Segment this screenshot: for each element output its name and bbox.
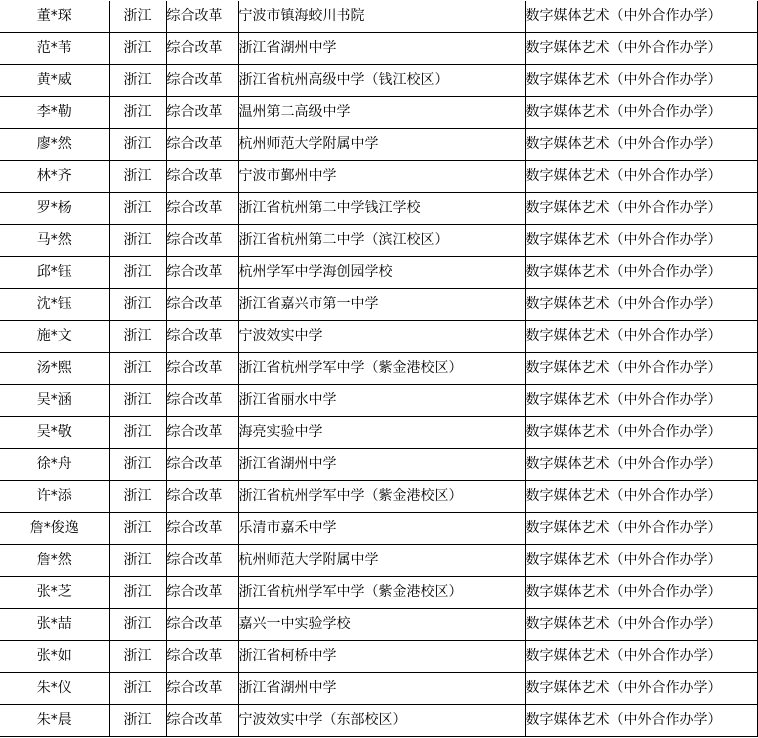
major-cell: 数字媒体艺术（中外合作办学） xyxy=(525,481,757,513)
table-row xyxy=(0,193,757,225)
category-cell: 综合改革 xyxy=(166,1,238,33)
province-cell: 浙江 xyxy=(109,65,166,97)
student-name-cell: 吴*敬 xyxy=(0,417,109,449)
admission-table xyxy=(0,1,758,737)
major-cell: 数字媒体艺术（中外合作办学） xyxy=(525,289,757,321)
major-cell: 数字媒体艺术（中外合作办学） xyxy=(525,449,757,481)
category-cell: 综合改革 xyxy=(166,609,238,641)
school-cell: 杭州学军中学海创园学校 xyxy=(238,257,525,289)
school-cell: 乐清市嘉禾中学 xyxy=(238,513,525,545)
school-cell: 宁波效实中学（东部校区） xyxy=(238,705,525,737)
province-cell: 浙江 xyxy=(109,321,166,353)
student-name-cell: 朱*仪 xyxy=(0,673,109,705)
province-cell: 浙江 xyxy=(109,609,166,641)
school-cell: 浙江省杭州学军中学（紫金港校区） xyxy=(238,577,525,609)
major-cell: 数字媒体艺术（中外合作办学） xyxy=(525,513,757,545)
student-name-cell: 詹*俊逸 xyxy=(0,513,109,545)
province-cell: 浙江 xyxy=(109,1,166,33)
student-name-cell: 李*勒 xyxy=(0,97,109,129)
student-name-cell: 邱*钰 xyxy=(0,257,109,289)
major-cell: 数字媒体艺术（中外合作办学） xyxy=(525,577,757,609)
school-cell: 杭州师范大学附属中学 xyxy=(238,545,525,577)
major-cell: 数字媒体艺术（中外合作办学） xyxy=(525,705,757,737)
student-name-cell: 林*齐 xyxy=(0,161,109,193)
student-name-cell: 张*芝 xyxy=(0,577,109,609)
category-cell: 综合改革 xyxy=(166,705,238,737)
major-cell: 数字媒体艺术（中外合作办学） xyxy=(525,353,757,385)
major-cell: 数字媒体艺术（中外合作办学） xyxy=(525,673,757,705)
province-cell: 浙江 xyxy=(109,385,166,417)
table-row xyxy=(0,513,757,545)
table-row xyxy=(0,545,757,577)
table-row xyxy=(0,97,757,129)
student-name-cell: 马*然 xyxy=(0,225,109,257)
category-cell: 综合改革 xyxy=(166,513,238,545)
major-cell: 数字媒体艺术（中外合作办学） xyxy=(525,385,757,417)
major-cell: 数字媒体艺术（中外合作办学） xyxy=(525,161,757,193)
major-cell: 数字媒体艺术（中外合作办学） xyxy=(525,321,757,353)
table-body xyxy=(0,1,757,737)
table-row xyxy=(0,65,757,97)
student-name-cell: 董*琛 xyxy=(0,1,109,33)
school-cell: 浙江省杭州学军中学（紫金港校区） xyxy=(238,481,525,513)
province-cell: 浙江 xyxy=(109,705,166,737)
province-cell: 浙江 xyxy=(109,641,166,673)
major-cell: 数字媒体艺术（中外合作办学） xyxy=(525,225,757,257)
student-name-cell: 吴*涵 xyxy=(0,385,109,417)
student-name-cell: 罗*杨 xyxy=(0,193,109,225)
school-cell: 浙江省杭州第二中学钱江学校 xyxy=(238,193,525,225)
province-cell: 浙江 xyxy=(109,97,166,129)
student-name-cell: 廖*然 xyxy=(0,129,109,161)
province-cell: 浙江 xyxy=(109,193,166,225)
student-name-cell: 詹*然 xyxy=(0,545,109,577)
major-cell: 数字媒体艺术（中外合作办学） xyxy=(525,193,757,225)
table-row xyxy=(0,705,757,737)
major-cell: 数字媒体艺术（中外合作办学） xyxy=(525,129,757,161)
school-cell: 浙江省湖州中学 xyxy=(238,673,525,705)
school-cell: 海亮实验中学 xyxy=(238,417,525,449)
category-cell: 综合改革 xyxy=(166,641,238,673)
province-cell: 浙江 xyxy=(109,577,166,609)
major-cell: 数字媒体艺术（中外合作办学） xyxy=(525,33,757,65)
province-cell: 浙江 xyxy=(109,417,166,449)
table-row xyxy=(0,289,757,321)
category-cell: 综合改革 xyxy=(166,385,238,417)
student-name-cell: 许*添 xyxy=(0,481,109,513)
school-cell: 浙江省柯桥中学 xyxy=(238,641,525,673)
student-name-cell: 张*如 xyxy=(0,641,109,673)
category-cell: 综合改革 xyxy=(166,161,238,193)
table-row xyxy=(0,129,757,161)
school-cell: 浙江省杭州学军中学（紫金港校区） xyxy=(238,353,525,385)
category-cell: 综合改革 xyxy=(166,545,238,577)
major-cell: 数字媒体艺术（中外合作办学） xyxy=(525,97,757,129)
table-row xyxy=(0,1,757,33)
table-row xyxy=(0,257,757,289)
category-cell: 综合改革 xyxy=(166,65,238,97)
category-cell: 综合改革 xyxy=(166,577,238,609)
table-row xyxy=(0,321,757,353)
table-row xyxy=(0,385,757,417)
category-cell: 综合改革 xyxy=(166,481,238,513)
category-cell: 综合改革 xyxy=(166,129,238,161)
school-cell: 宁波效实中学 xyxy=(238,321,525,353)
category-cell: 综合改革 xyxy=(166,321,238,353)
school-cell: 宁波市镇海蛟川书院 xyxy=(238,1,525,33)
category-cell: 综合改革 xyxy=(166,449,238,481)
student-name-cell: 施*文 xyxy=(0,321,109,353)
table-row xyxy=(0,673,757,705)
category-cell: 综合改革 xyxy=(166,33,238,65)
school-cell: 浙江省杭州高级中学（钱江校区） xyxy=(238,65,525,97)
category-cell: 综合改革 xyxy=(166,353,238,385)
student-name-cell: 沈*钰 xyxy=(0,289,109,321)
province-cell: 浙江 xyxy=(109,353,166,385)
school-cell: 浙江省丽水中学 xyxy=(238,385,525,417)
student-name-cell: 黄*威 xyxy=(0,65,109,97)
province-cell: 浙江 xyxy=(109,513,166,545)
school-cell: 宁波市鄞州中学 xyxy=(238,161,525,193)
major-cell: 数字媒体艺术（中外合作办学） xyxy=(525,1,757,33)
table-row xyxy=(0,417,757,449)
student-name-cell: 汤*熙 xyxy=(0,353,109,385)
category-cell: 综合改革 xyxy=(166,225,238,257)
school-cell: 嘉兴一中实验学校 xyxy=(238,609,525,641)
category-cell: 综合改革 xyxy=(166,97,238,129)
major-cell: 数字媒体艺术（中外合作办学） xyxy=(525,641,757,673)
province-cell: 浙江 xyxy=(109,481,166,513)
major-cell: 数字媒体艺术（中外合作办学） xyxy=(525,609,757,641)
category-cell: 综合改革 xyxy=(166,257,238,289)
school-cell: 温州第二高级中学 xyxy=(238,97,525,129)
major-cell: 数字媒体艺术（中外合作办学） xyxy=(525,65,757,97)
province-cell: 浙江 xyxy=(109,449,166,481)
category-cell: 综合改革 xyxy=(166,193,238,225)
table-row xyxy=(0,577,757,609)
table-row xyxy=(0,449,757,481)
province-cell: 浙江 xyxy=(109,129,166,161)
province-cell: 浙江 xyxy=(109,673,166,705)
table-row xyxy=(0,609,757,641)
table-row xyxy=(0,641,757,673)
school-cell: 杭州师范大学附属中学 xyxy=(238,129,525,161)
category-cell: 综合改革 xyxy=(166,289,238,321)
province-cell: 浙江 xyxy=(109,545,166,577)
student-name-cell: 张*喆 xyxy=(0,609,109,641)
major-cell: 数字媒体艺术（中外合作办学） xyxy=(525,417,757,449)
major-cell: 数字媒体艺术（中外合作办学） xyxy=(525,257,757,289)
category-cell: 综合改革 xyxy=(166,673,238,705)
school-cell: 浙江省杭州第二中学（滨江校区） xyxy=(238,225,525,257)
table-row xyxy=(0,161,757,193)
student-name-cell: 朱*晨 xyxy=(0,705,109,737)
table-row xyxy=(0,353,757,385)
table-row xyxy=(0,481,757,513)
province-cell: 浙江 xyxy=(109,161,166,193)
school-cell: 浙江省嘉兴市第一中学 xyxy=(238,289,525,321)
major-cell: 数字媒体艺术（中外合作办学） xyxy=(525,545,757,577)
student-name-cell: 范*苇 xyxy=(0,33,109,65)
province-cell: 浙江 xyxy=(109,33,166,65)
table-row xyxy=(0,225,757,257)
table-row xyxy=(0,33,757,65)
province-cell: 浙江 xyxy=(109,289,166,321)
province-cell: 浙江 xyxy=(109,257,166,289)
category-cell: 综合改革 xyxy=(166,417,238,449)
province-cell: 浙江 xyxy=(109,225,166,257)
student-name-cell: 徐*舟 xyxy=(0,449,109,481)
school-cell: 浙江省湖州中学 xyxy=(238,33,525,65)
school-cell: 浙江省湖州中学 xyxy=(238,449,525,481)
